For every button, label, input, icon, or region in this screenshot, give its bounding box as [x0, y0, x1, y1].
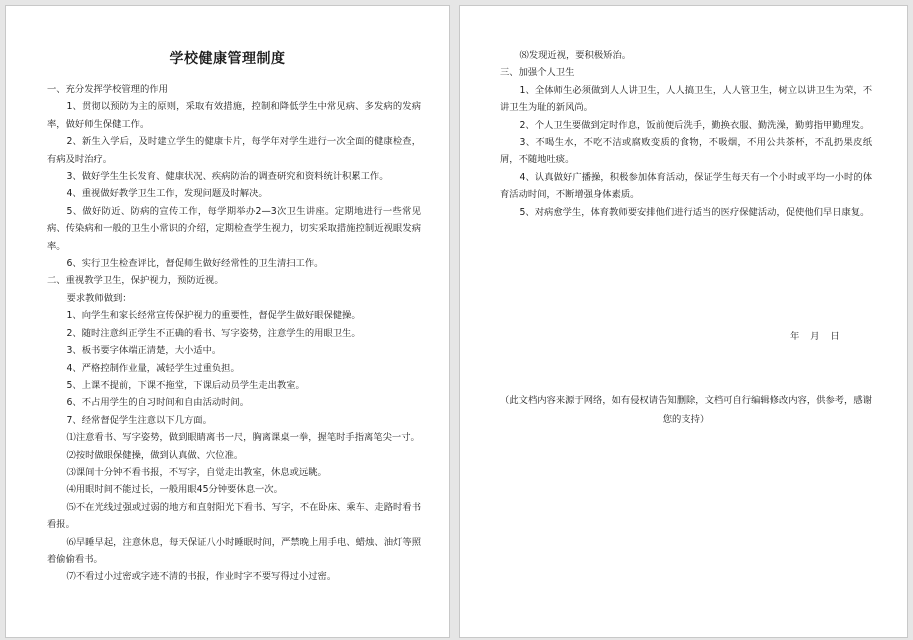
paragraph: 5、做好防近、防病的宣传工作，每学期举办2—3次卫生讲座。定期地进行一些常见病、传染病和一般的卫生小常识的介绍，定期检查学生视力，切实采取措施控制近视眼发病率。	[47, 205, 421, 252]
paragraph: 4、重视做好教学卫生工作，发现问题及时解决。	[66, 188, 268, 200]
paragraph: ⑹早睡早起，注意休息，每天保证八小时睡眠时间，严禁晚上用手电、蜡烛、油灯等照着偷偷看书。	[47, 536, 421, 565]
paragraph: 7、经常督促学生注意以下几方面。	[66, 414, 212, 426]
paragraph: 1、向学生和家长经常宣传保护视力的重要性，督促学生做好眼保健操。	[66, 310, 361, 322]
paragraph: 要求教师做到：	[66, 292, 132, 304]
paragraph: ⑻发现近视，要积极矫治。	[519, 50, 632, 61]
paragraph: 2、新生入学后，及时建立学生的健康卡片，每学年对学生进行一次全面的健康检查，有病及时治疗。	[47, 136, 421, 165]
document-page-right	[459, 5, 908, 638]
paragraph: 2、个人卫生要做到定时作息，饭前便后洗手，勤换衣服、勤洗澡，勤剪指甲勤理发。	[519, 119, 870, 131]
paragraph: 3、板书要字体端正清楚，大小适中。	[66, 345, 222, 357]
section-heading: 三、加强个人卫生	[500, 67, 575, 79]
paragraph: 1、全体师生必须做到人人讲卫生，人人搞卫生，人人管卫生，树立以讲卫生为荣，不讲卫生为耻的新风尚。	[500, 84, 872, 114]
paragraph: ⑸不在光线过强或过弱的地方和直射阳光下看书、写字，不在卧床、乘车、走路时看书看报。	[47, 501, 421, 531]
paragraph: ⑺不看过小过密或字迹不清的书报，作业时字不要写得过小过密。	[66, 571, 337, 583]
document-title: 学校健康管理制度	[169, 51, 286, 67]
copyright-notice: （此文档内容来源于网络，如有侵权请告知删除，文档可自行编辑修改内容，供参考，感谢您的支持）	[500, 395, 872, 425]
paragraph: 2、随时注意纠正学生不正确的看书、写字姿势，注意学生的用眼卫生。	[66, 327, 361, 339]
paragraph: 5、对病愈学生，体育教师要安排他们进行适当的医疗保健活动，促使他们早日康复。	[519, 206, 870, 218]
paragraph: 5、上课不提前，下课不拖堂，下课后动员学生走出教室。	[66, 379, 305, 391]
paragraph: ⑴注意看书、写字姿势，做到眼睛离书一尺，胸离课桌一拳，握笔时手指离笔尖一寸。	[66, 432, 420, 444]
document-page-left	[5, 5, 450, 638]
section-heading: 二、重视教学卫生，保护视力，预防近视。	[47, 275, 224, 287]
paragraph: 3、做好学生生长发育、健康状况、疾病防治的调查研究和资料统计积累工作。	[66, 171, 389, 183]
paragraph: 4、认真做好广播操，积极参加体育活动，保证学生每天有一个小时或平均一小时的体育活动时间，不断增强身体素质。	[500, 171, 872, 201]
paragraph: ⑶课间十分钟不看书报，不写字，自觉走出教室，休息或远眺。	[66, 466, 327, 478]
date-line: 年 月 日	[790, 331, 840, 342]
paragraph: 6、实行卫生检查评比，督促师生做好经常性的卫生清扫工作。	[66, 258, 324, 270]
paragraph: 6、不占用学生的自习时间和自由活动时间。	[66, 397, 250, 409]
paragraph: ⑵按时做眼保健操，做到认真做、穴位准。	[66, 449, 244, 461]
paragraph: 1、贯彻以预防为主的原则，采取有效措施，控制和降低学生中常见病、多发病的发病率，做好师生保健工作。	[47, 101, 421, 130]
document-body-left	[47, 81, 421, 586]
document-body-right	[500, 47, 872, 221]
paragraph: ⑷用眼时间不能过长，一般用眼45分钟要休息一次。	[66, 484, 283, 496]
section-heading: 一、充分发挥学校管理的作用	[47, 84, 168, 95]
paragraph: 4、严格控制作业量，减轻学生过重负担。	[66, 362, 240, 374]
paragraph: 3、不喝生水，不吃不洁或腐败变质的食物，不吸烟，不用公共茶杯，不乱扔果皮纸屑，不随地吐痰。	[500, 137, 872, 166]
